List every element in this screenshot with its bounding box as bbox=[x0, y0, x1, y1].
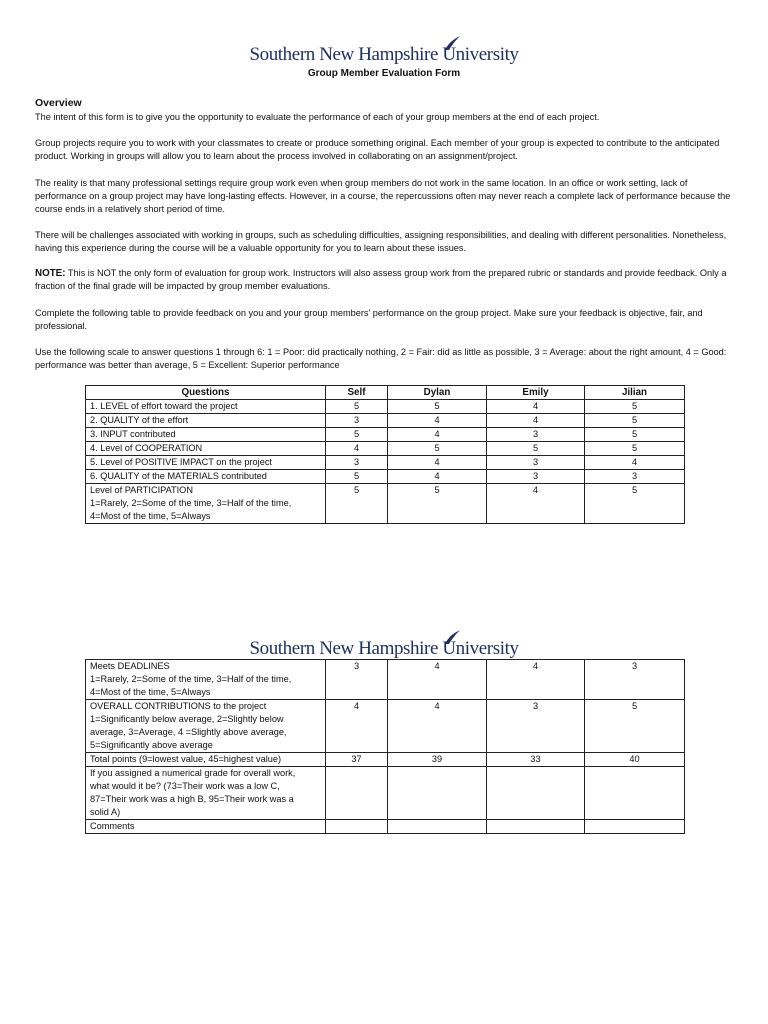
score-cell-emily[interactable]: 3 bbox=[487, 470, 585, 484]
question-line: what would it be? (73=Their work was a low C, bbox=[90, 781, 280, 791]
header-emily: Emily bbox=[487, 386, 585, 400]
evaluation-table-continued bbox=[85, 659, 685, 834]
score-cell-jilian[interactable]: 5 bbox=[585, 484, 685, 524]
question-cell: 4. Level of COOPERATION bbox=[86, 442, 326, 456]
question-line: solid A) bbox=[90, 807, 121, 817]
total-cell-jilian[interactable]: 40 bbox=[585, 753, 685, 767]
scale-paragraph: Use the following scale to answer questions 1 through 6: 1 = Poor: did practically nothing, 2 = Fair: did as little as possible, 3 = Average: about the right amount, 4 = Good: performance was better than average, 5 = Excellent: Superior performance bbox=[35, 347, 727, 370]
question-line: OVERALL CONTRIBUTIONS to the project bbox=[90, 701, 267, 711]
score-cell-jilian[interactable]: 3 bbox=[585, 470, 685, 484]
note-text: This is NOT the only form of evaluation for group work. Instructors will also assess group work from the prepared rubric or standards and provide feedback. Only a fraction of the final grade will be impacted by group member evaluations. bbox=[35, 268, 727, 291]
score-cell-emily[interactable]: 5 bbox=[487, 442, 585, 456]
intro-paragraph: The intent of this form is to give you the opportunity to evaluate the performance of each of your group members at the end of each project. bbox=[35, 112, 600, 122]
score-cell-dylan[interactable]: 4 bbox=[388, 660, 487, 700]
score-cell-self[interactable]: 3 bbox=[326, 414, 388, 428]
score-cell-emily[interactable]: 4 bbox=[487, 484, 585, 524]
instructions-paragraph: Complete the following table to provide feedback on you and your group members’ performance on the group project. Make sure your feedback is objective, fair, and professional. bbox=[35, 308, 703, 331]
question-line: 1=Significantly below average, 2=Slightly below bbox=[90, 714, 284, 724]
comments-cell-jilian[interactable] bbox=[585, 820, 685, 834]
score-cell-self[interactable]: 5 bbox=[326, 400, 388, 414]
score-cell-jilian[interactable]: 4 bbox=[585, 456, 685, 470]
question-cell: 1. LEVEL of effort toward the project bbox=[86, 400, 326, 414]
table-row bbox=[86, 400, 685, 414]
grade-cell-emily[interactable] bbox=[487, 767, 585, 820]
score-cell-dylan[interactable]: 5 bbox=[388, 400, 487, 414]
table-row bbox=[86, 820, 685, 834]
score-cell-dylan[interactable]: 5 bbox=[388, 484, 487, 524]
question-line: 1=Rarely, 2=Some of the time, 3=Half of the time, bbox=[90, 674, 292, 684]
question-cell bbox=[86, 484, 326, 524]
score-cell-self[interactable]: 4 bbox=[326, 442, 388, 456]
score-cell-self[interactable]: 3 bbox=[326, 660, 388, 700]
total-cell-dylan[interactable]: 39 bbox=[388, 753, 487, 767]
header-questions: Questions bbox=[86, 386, 326, 400]
score-cell-self[interactable]: 4 bbox=[326, 700, 388, 753]
comments-cell-dylan[interactable] bbox=[388, 820, 487, 834]
table-row bbox=[86, 484, 685, 524]
question-line: 4=Most of the time, 5=Always bbox=[90, 511, 211, 521]
score-cell-emily[interactable]: 3 bbox=[487, 428, 585, 442]
challenges-paragraph: There will be challenges associated with working in groups, such as scheduling difficulties, assigning responsibilities, and dealing with different personalities. Nonetheless, having this experience during the course will be a valuable opportunity for you to learn about these issues. bbox=[35, 230, 727, 253]
question-cell bbox=[86, 700, 326, 753]
question-line: Meets DEADLINES bbox=[90, 661, 170, 671]
university-wordmark: Southern New Hampshire University bbox=[249, 638, 519, 659]
question-cell: 3. INPUT contributed bbox=[86, 428, 326, 442]
question-line: 4=Most of the time, 5=Always bbox=[90, 687, 211, 697]
score-cell-emily[interactable]: 3 bbox=[487, 456, 585, 470]
table-row bbox=[86, 470, 685, 484]
question-cell bbox=[86, 767, 326, 820]
question-cell bbox=[86, 660, 326, 700]
table-row bbox=[86, 700, 685, 753]
score-cell-self[interactable]: 5 bbox=[326, 470, 388, 484]
question-line: 87=Their work was a high B, 95=Their work was a bbox=[90, 794, 294, 804]
score-cell-dylan[interactable]: 4 bbox=[388, 700, 487, 753]
score-cell-self[interactable]: 3 bbox=[326, 456, 388, 470]
table-row bbox=[86, 753, 685, 767]
group-projects-paragraph: Group projects require you to work with your classmates to create or produce something original. Each member of your group is expected to contribute to the anticipated product. Working in groups will allow you to learn about the process involved in collaborating on an assignment/project. bbox=[35, 138, 720, 161]
table-row bbox=[86, 414, 685, 428]
total-cell-self[interactable]: 37 bbox=[326, 753, 388, 767]
score-cell-dylan[interactable]: 4 bbox=[388, 456, 487, 470]
header-jilian: Jilian bbox=[585, 386, 685, 400]
score-cell-self[interactable]: 5 bbox=[326, 428, 388, 442]
question-line: average, 3=Average, 4 =Slightly above average, bbox=[90, 727, 287, 737]
score-cell-dylan[interactable]: 4 bbox=[388, 428, 487, 442]
table-row bbox=[86, 767, 685, 820]
question-line: 5=Significantly above average bbox=[90, 740, 213, 750]
score-cell-dylan[interactable]: 4 bbox=[388, 470, 487, 484]
score-cell-self[interactable]: 5 bbox=[326, 484, 388, 524]
score-cell-jilian[interactable]: 3 bbox=[585, 660, 685, 700]
university-logo-page-2 bbox=[0, 638, 768, 660]
question-line: Level of PARTICIPATION bbox=[90, 485, 193, 495]
question-cell: 2. QUALITY of the effort bbox=[86, 414, 326, 428]
score-cell-emily[interactable]: 4 bbox=[487, 414, 585, 428]
question-cell: Total points (9=lowest value, 45=highest value) bbox=[86, 753, 326, 767]
score-cell-dylan[interactable]: 5 bbox=[388, 442, 487, 456]
university-logo bbox=[0, 44, 768, 66]
torch-flame-icon bbox=[443, 629, 461, 645]
score-cell-emily[interactable]: 4 bbox=[487, 660, 585, 700]
score-cell-jilian[interactable]: 5 bbox=[585, 700, 685, 753]
grade-cell-dylan[interactable] bbox=[388, 767, 487, 820]
table-row bbox=[86, 456, 685, 470]
question-cell: 6. QUALITY of the MATERIALS contributed bbox=[86, 470, 326, 484]
question-line: 1=Rarely, 2=Some of the time, 3=Half of the time, bbox=[90, 498, 292, 508]
score-cell-dylan[interactable]: 4 bbox=[388, 414, 487, 428]
note-paragraph bbox=[35, 267, 735, 293]
header-self: Self bbox=[326, 386, 388, 400]
university-wordmark: Southern New Hampshire University bbox=[249, 44, 519, 65]
torch-flame-icon bbox=[443, 35, 461, 51]
comments-cell-self[interactable] bbox=[326, 820, 388, 834]
form-title: Group Member Evaluation Form bbox=[307, 68, 461, 79]
comments-cell-emily[interactable] bbox=[487, 820, 585, 834]
score-cell-jilian[interactable]: 5 bbox=[585, 400, 685, 414]
grade-cell-self[interactable] bbox=[326, 767, 388, 820]
score-cell-jilian[interactable]: 5 bbox=[585, 442, 685, 456]
score-cell-jilian[interactable]: 5 bbox=[585, 414, 685, 428]
question-cell: 5. Level of POSITIVE IMPACT on the project bbox=[86, 456, 326, 470]
grade-cell-jilian[interactable] bbox=[585, 767, 685, 820]
reality-paragraph: The reality is that many professional settings require group work even when group members do not work in the same location. In an office or work setting, lack of performance on a group project may have long-lasting effects. However, in a course, the repercussions often may never reach a complete lack of performance because the course ends in a relatively short period of time. bbox=[35, 178, 731, 214]
score-cell-jilian[interactable]: 5 bbox=[585, 428, 685, 442]
score-cell-emily[interactable]: 3 bbox=[487, 700, 585, 753]
question-cell: Comments bbox=[86, 820, 326, 834]
note-label: NOTE: bbox=[35, 268, 66, 279]
overview-heading: Overview bbox=[35, 97, 82, 109]
question-line: If you assigned a numerical grade for overall work, bbox=[90, 768, 296, 778]
total-cell-emily[interactable]: 33 bbox=[487, 753, 585, 767]
score-cell-emily[interactable]: 4 bbox=[487, 400, 585, 414]
table-row bbox=[86, 660, 685, 700]
table-row bbox=[86, 442, 685, 456]
table-row bbox=[86, 428, 685, 442]
evaluation-table bbox=[85, 385, 685, 524]
table-header-row bbox=[86, 386, 685, 400]
header-dylan: Dylan bbox=[388, 386, 487, 400]
